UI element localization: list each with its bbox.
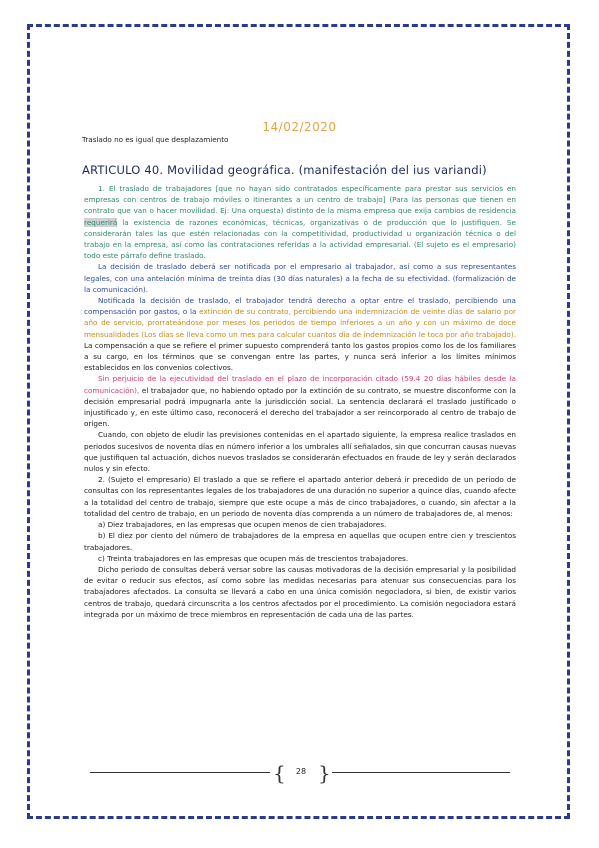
close-brace-icon: } (318, 761, 331, 785)
paragraph-4 (84, 373, 516, 429)
highlighted-word: requerirá (84, 217, 118, 227)
paragraph-3 (84, 295, 516, 373)
list-item-b: b) El diez por ciento del número de trabajadores de la empresa en aquellas que ocupen entre cien y trescientos trabajadores. (84, 531, 516, 552)
paragraph-1 (84, 183, 516, 261)
paragraph-3-part-a: Notificada la decisión de traslado, el trabajador tendrá derecho a optar entre el traslado, percibiendo una compensación por gastos, o la (84, 296, 516, 317)
paragraph-2: La decisión de traslado deberá ser notificada por el empresario al trabajador, así como a sus representantes legales, con una antelación mínima de treinta días (30 días naturales) a la fecha de su efectividad. (formalización de la comunicación). (84, 262, 516, 294)
page-footer (90, 760, 510, 784)
date-heading: 14/02/2020 (262, 120, 337, 134)
article-title: ARTICULO 40. Movilidad geográfica. (manifestación del ius variandi) (82, 163, 487, 177)
paragraph-4-part-a: Sin perjuicio de la ejecutividad del traslado en el plazo de incorporación citado (59.4 20 días hábiles desde la comunicación), (84, 374, 516, 395)
paragraph-1-part-c: la existencia de razones económicas, técnicas, organizativas o de producción que lo justifiquen. Se considerarán tales las que estén relacionadas con la competitividad, productividad u organización técnica o del trabajo en la empresa, así como las contrataciones referidas a la actividad empresarial. (El sujeto es el empresario) todo este párrafo define traslado. (84, 217, 516, 261)
paragraph-6: 2. (Sujeto el empresario) El traslado a que se refiere el apartado anterior deberá ir precedido de un periodo de consultas con los representantes legales de los trabajadores de una duración no superior a quince días, cuando afecte a la totalidad del centro de trabajo, siempre que este ocupe a más de cinco trabajadores, o cuando, sin afectar a la totalidad del centro de trabajo, en un periodo de noventa días comprenda a un número de trabajadores de, al menos: (84, 475, 516, 518)
footer-rule-right (332, 772, 510, 773)
paragraph-3-part-c: La compensación a que se refiere el primer supuesto comprenderá tanto los gastos propios como los de los familiares a su cargo, en los términos que se convengan entre las partes, y nunca será inferior a los límites mínimos establecidos en los convenios colectivos. (84, 340, 516, 373)
paragraph-5: Cuando, con objeto de eludir las previsiones contenidas en el apartado siguiente, la empresa realice traslados en periodos sucesivos de noventa días en número inferior a los umbrales allí señalados, sin que concurran causas nuevas que justifiquen tal actuación, dichos nuevos traslados se considerarán efectuados en fraude de ley y serán declarados nulos y sin efecto. (84, 430, 516, 474)
article-body (84, 183, 516, 620)
handwritten-note: Traslado no es igual que desplazamiento (82, 135, 229, 144)
list-item-a: a) Diez trabajadores, en las empresas que ocupen menos de cien trabajadores. (98, 520, 387, 530)
page-number: 28 (295, 767, 307, 776)
paragraph-3-part-b: extinción de su contrato, percibiendo una indemnización de veinte días de salario por año de servicio, prorrateándose por meses los periodos de tiempo inferiores a un año y con un máximo de doce mensualidades (Los días se lleva como un mes para calcular cuantos día de indemnización le toca por año trabajado). (84, 307, 516, 339)
paragraph-1-part-a: 1. El traslado de trabajadores [que no hayan sido contratados específicamente para prestar sus servicios en empresas con centros de trabajo móviles o itinerantes a un centro de trabajo] (Para las personas que tienen en contrato que van o hacer movilidad. Ej: Una orquesta) distinto de la misma empresa que exija cambios de residencia (84, 184, 516, 216)
footer-rule-left (90, 772, 270, 773)
paragraph-7: Dicho periodo de consultas deberá versar sobre las causas motivadoras de la decisión empresarial y la posibilidad de evitar o reducir sus efectos, así como sobre las medidas necesarias para atenuar sus consecuencias para los trabajadores afectados. La consulta se llevará a cabo en una única comisión negociadora, si bien, de existir varios centros de trabajo, quedará circunscrita a los centros afectados por el procedimiento. La comisión negociadora estará integrada por un máximo de trece miembros en representación de cada una de las partes. (84, 564, 516, 619)
paragraph-4-part-b: el trabajador que, no habiendo optado por la extinción de su contrato, se muestre disconforme con la decisión empresarial podrá impugnarla ante la jurisdicción social. La sentencia declarará el traslado justificado o injustificado y, en este último caso, reconocerá el derecho del trabajador a ser reincorporado al centro de trabajo de origen. (84, 385, 516, 429)
list-item-c: c) Treinta trabajadores en las empresas que ocupen más de trescientos trabajadores. (98, 553, 409, 563)
open-brace-icon: { (273, 761, 286, 785)
